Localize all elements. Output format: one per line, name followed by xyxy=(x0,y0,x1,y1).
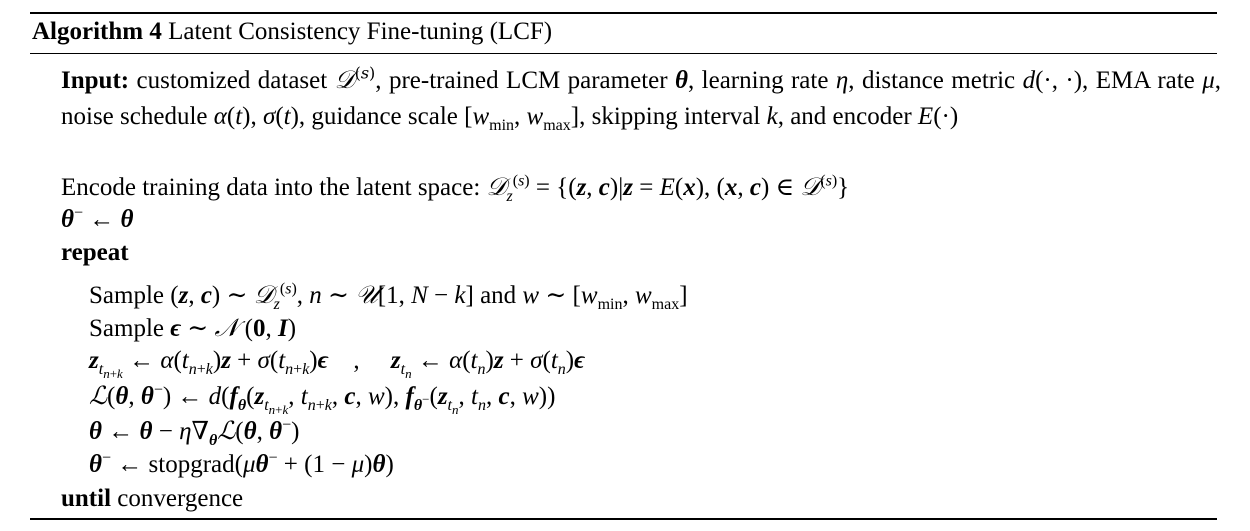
stopgrad-text: stopgrad xyxy=(148,451,235,478)
math-encoder: E(·) xyxy=(917,103,959,130)
math-theta: θ xyxy=(675,67,688,94)
input-text-7: , guidance scale xyxy=(298,103,458,130)
step-gradient-update: θ ← $\theta - \eta\nabla_\theta ℒ(\theta$, θ−) xyxy=(89,416,300,449)
math-eta: η xyxy=(835,67,849,94)
math-distance: d xyxy=(1022,67,1036,94)
algorithm-title: Latent Consistency Fine-tuning (LCF) xyxy=(168,18,553,45)
step-repeat xyxy=(61,236,129,270)
encode-text: Encode training data into the latent space: xyxy=(61,174,481,201)
input-text-9: , xyxy=(777,103,784,130)
convergence-text: convergence xyxy=(117,485,244,512)
input-text-2: , pre-trained LCM parameter xyxy=(375,67,668,94)
step-until xyxy=(61,482,243,516)
input-text-6: , noise schedule xyxy=(61,67,1222,130)
math-latent-dataset: 𝒟$_z^{(s)}$ = {(z, c)|z = E(x), (x, c) ∈ 𝒟$^{(s)}$} xyxy=(486,172,850,205)
math-dataset: 𝒟$^{(s)}$ xyxy=(334,63,376,94)
input-description: Input: customized dataset 𝒟$^{(s)}$, pre-trained LCM parameter θ, learning rate η, distance metric d(·, ·), EMA rate μ, noise schedule α(t), σ(t), guidance scale [$w_{min}$, $w_{max}$], skipping interval k, and encoder E(·) xyxy=(61,63,1222,134)
algorithm-label: Algorithm 4 xyxy=(32,18,162,45)
input-text-8: , skipping interval xyxy=(579,103,761,130)
input-text-4: , distance metric xyxy=(848,67,1016,94)
input-text-5: , EMA rate xyxy=(1082,67,1195,94)
input-text-10: and encoder xyxy=(790,103,912,130)
step-noised-latents: $z_{t_{n+k}}$ ← $\alpha(t_{n+k})z + \sigma(t_{n+k})\epsilon$ , $z_{t_n}$ ← $\alpha(t_n)z + \sigma(t_n)\epsilon$ xyxy=(89,347,585,382)
step-loss: ℒ(θ, θ−) ← $d(f_\theta(z_{t_{n+k}}$, $t_{n+k}$, c, w), $f_{\theta^-}(z_{t_n}$, $t_n$, c, w)) xyxy=(89,381,556,418)
header-rule xyxy=(30,53,1217,54)
math-k: k xyxy=(766,103,778,130)
math-schedule: α(t), σ(t) xyxy=(213,103,299,130)
repeat-keyword: repeat xyxy=(61,239,129,266)
algorithm-header xyxy=(32,16,552,48)
until-keyword: until xyxy=(61,485,112,512)
step-sample-noise: Sample ϵ ∼ 𝒩 (0, I) xyxy=(89,313,297,342)
top-rule xyxy=(30,12,1217,14)
step-init-target: θ− ← θ xyxy=(61,204,134,233)
step-encode xyxy=(61,170,849,205)
sample1-and: and xyxy=(480,282,517,309)
step-sample-data: Sample (z, c) ∼ 𝒟$_z^{(s)}$, n ∼ 𝒰[1, N − k] and w ∼ [$w_{min}$, $w_{max}$] xyxy=(89,280,688,313)
math-mu: μ xyxy=(1202,67,1215,94)
math-guidance-range: [$w_{min}$, $w_{max}$] xyxy=(464,103,580,134)
input-text-3: , learning rate xyxy=(687,67,829,94)
bottom-rule xyxy=(30,518,1217,520)
input-keyword: Input: xyxy=(61,67,130,94)
sample1-prefix: Sample xyxy=(89,282,164,309)
input-text-1: customized dataset xyxy=(136,67,328,94)
step-ema-update: θ− ← stopgrad(μθ− + (1 − μ)θ) xyxy=(89,449,394,478)
sample2-prefix: Sample xyxy=(89,315,164,342)
